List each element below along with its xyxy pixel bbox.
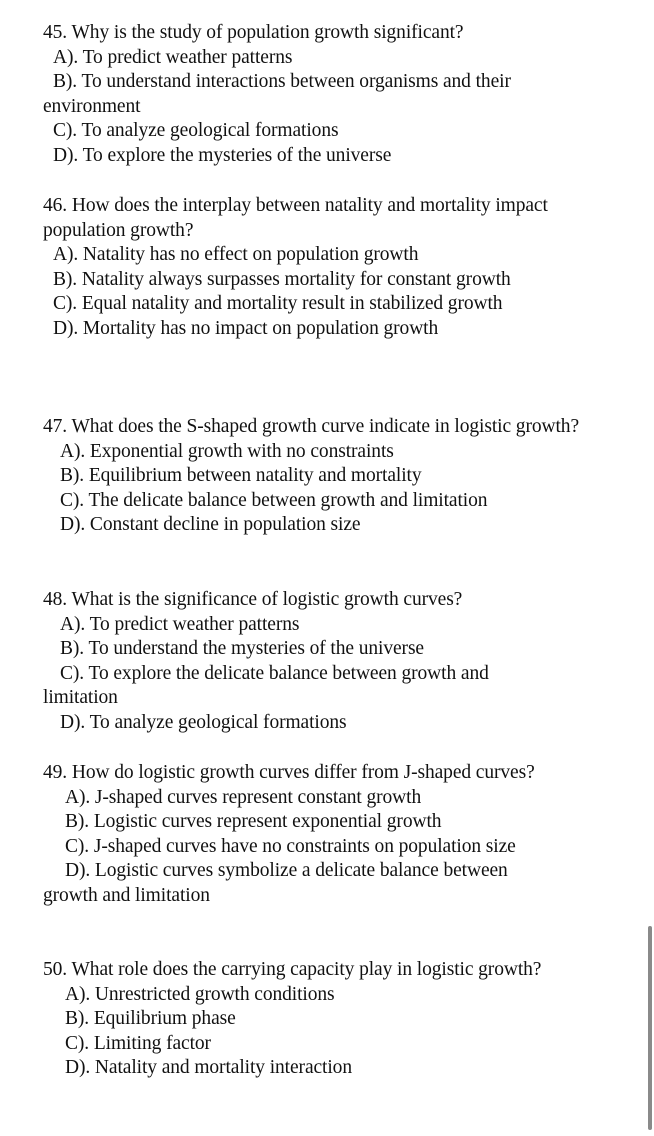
question-48 (43, 588, 548, 736)
option-a: A). Exponential growth with no constraints (60, 440, 394, 462)
question-50 (43, 958, 558, 1081)
question-49 (43, 761, 558, 909)
option-c: C). To explore the delicate balance between growth and limitation (43, 662, 489, 709)
option-a: A). To predict weather patterns (53, 46, 293, 68)
option-b: B). To understand interactions between organisms and their environment (43, 71, 511, 117)
question-46 (43, 194, 558, 342)
option-b: B). Equilibrium phase (65, 1008, 236, 1030)
option-c: C). The delicate balance between growth and limitation (60, 489, 488, 511)
option-d: D). Constant decline in population size (60, 514, 361, 536)
question-stem: 48. What is the significance of logistic growth curves? (43, 589, 463, 610)
option-b: B). Equilibrium between natality and mortality (60, 465, 422, 487)
question-stem: 46. How does the interplay between natality and mortality impact population growth? (43, 195, 548, 241)
question-45 (43, 21, 583, 169)
question-47 (43, 415, 583, 538)
option-c: C). To analyze geological formations (53, 120, 339, 142)
option-b: B). Logistic curves represent exponential growth (65, 811, 442, 833)
option-d: D). Natality and mortality interaction (65, 1057, 352, 1079)
option-c: C). Equal natality and mortality result in stabilized growth (53, 293, 503, 315)
option-b: B). To understand the mysteries of the universe (60, 638, 424, 660)
option-c: C). J-shaped curves have no constraints on population size (65, 835, 516, 857)
option-a: A). Natality has no effect on population growth (53, 244, 419, 266)
option-a: A). To predict weather patterns (60, 613, 300, 635)
option-d: D). Mortality has no impact on population growth (53, 317, 439, 339)
option-a: A). J-shaped curves represent constant growth (65, 786, 422, 808)
option-d: D). Logistic curves symbolize a delicate balance between growth and limitation (43, 860, 508, 906)
vertical-scrollbar[interactable] (648, 926, 652, 1130)
question-stem: 49. How do logistic growth curves differ from J-shaped curves? (43, 762, 535, 783)
option-d: D). To analyze geological formations (60, 711, 347, 733)
question-stem: 47. What does the S-shaped growth curve indicate in logistic growth? (43, 416, 580, 437)
option-c: C). Limiting factor (65, 1032, 211, 1054)
option-d: D). To explore the mysteries of the universe (53, 144, 392, 166)
question-stem: 50. What role does the carrying capacity play in logistic growth? (43, 959, 542, 980)
option-a: A). Unrestricted growth conditions (65, 983, 335, 1005)
question-stem: 45. Why is the study of population growth significant? (43, 22, 464, 43)
option-b: B). Natality always surpasses mortality for constant growth (53, 268, 511, 290)
